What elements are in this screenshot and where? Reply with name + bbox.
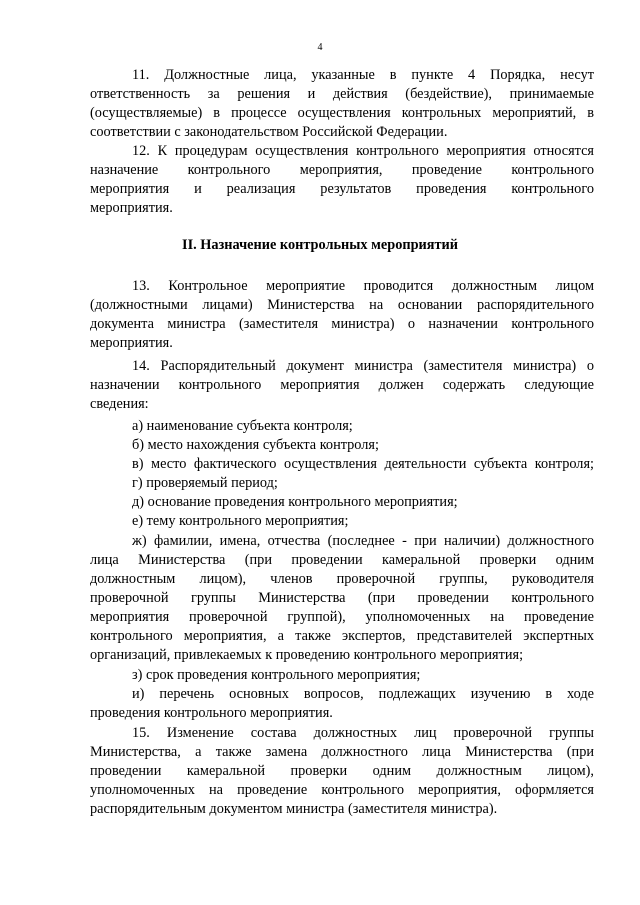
text-line: 15. Изменение состава должностных лиц проверочной группы <box>132 725 594 741</box>
list-item: е) тему контрольного мероприятия; <box>132 513 349 529</box>
text-line: распорядительным документом министра (заместителя министра). <box>90 801 498 817</box>
text-line: мероприятия. <box>90 335 173 351</box>
text-line: (должностными лицами) Министерства на основании распорядительного <box>90 297 594 313</box>
text-line: мероприятия. <box>90 200 173 216</box>
text-line: сведения: <box>90 396 149 412</box>
text-line: проверочной группы Министерства (при проведении контрольного <box>90 590 594 606</box>
list-item: г) проверяемый период; <box>132 475 278 491</box>
list-item: а) наименование субъекта контроля; <box>132 418 353 434</box>
text-line: проведения контрольного мероприятия. <box>90 705 333 721</box>
text-line: мероприятия проверочной группой), уполномоченных на проведение <box>90 609 594 625</box>
text-line: лица Министерства (при проведении камеральной проверки одним <box>90 552 594 568</box>
text-line: назначении контрольного мероприятия должен содержать следующие <box>90 377 594 393</box>
page-number: 4 <box>317 42 323 53</box>
list-item: д) основание проведения контрольного мероприятия; <box>132 494 458 510</box>
list-item: ж) фамилии, имена, отчества (последнее - при наличии) должностного <box>132 533 594 549</box>
text-line: уполномоченных на проведение контрольного мероприятия, оформляется <box>90 782 594 798</box>
text-line: 14. Распорядительный документ министра (заместителя министра) о <box>132 358 594 374</box>
text-line: соответствии с законодательством Российской Федерации. <box>90 124 448 140</box>
list-item: з) срок проведения контрольного мероприятия; <box>132 667 421 683</box>
text-line: 13. Контрольное мероприятие проводится должностным лицом <box>132 278 594 294</box>
list-item: б) место нахождения субъекта контроля; <box>132 437 379 453</box>
text-line: Министерства, а также замена должностного лица Министерства (при <box>90 744 594 760</box>
text-line: должностным лицом), членов проверочной группы, руководителя <box>90 571 594 587</box>
text-line: 12. К процедурам осуществления контрольного мероприятия относятся <box>132 143 594 159</box>
text-line: (осуществляемые) в процессе осуществления контрольных мероприятий, в <box>90 105 594 121</box>
text-line: мероприятия и реализация результатов проведения контрольного <box>90 181 594 197</box>
list-item: в) место фактического осуществления деятельности субъекта контроля; <box>132 456 594 472</box>
text-line: контрольного мероприятия, а также экспертов, представителей экспертных <box>90 628 594 644</box>
text-line: 11. Должностные лица, указанные в пункте 4 Порядка, несут <box>132 67 594 83</box>
text-line: организаций, привлекаемых к проведению контрольного мероприятия; <box>90 647 524 663</box>
text-line: ответственность за решения и действия (бездействие), принимаемые <box>90 86 594 102</box>
text-line: документа министра (заместителя министра) о назначении контрольного <box>90 316 594 332</box>
text-line: проведении камеральной проверки одним должностным лицом), <box>90 763 594 779</box>
list-item: и) перечень основных вопросов, подлежащих изучению в ходе <box>132 686 594 702</box>
section-heading: II. Назначение контрольных мероприятий <box>182 237 458 253</box>
text-line: назначение контрольного мероприятия, проведение контрольного <box>90 162 594 178</box>
